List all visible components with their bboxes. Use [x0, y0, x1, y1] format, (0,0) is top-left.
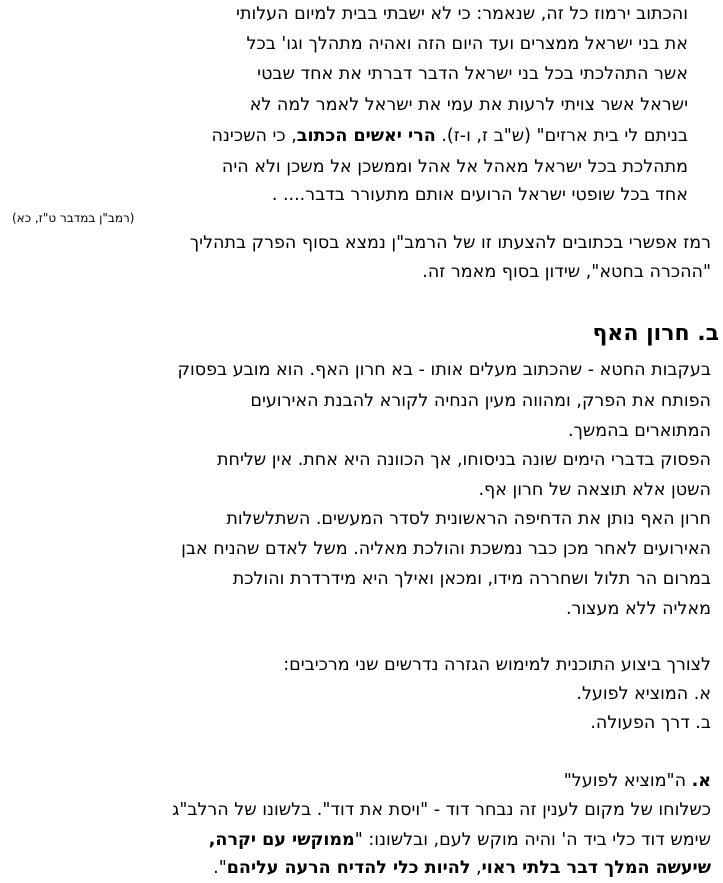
- quote-line: אחד בכל שופטי ישראל הרועים אותם מתעורר בדבר.... .: [271, 185, 688, 205]
- paragraph-line: בעקבות החטא - שהכתוב מעלים אותו - בא חרון האף. הוא מובע בפסוק: [177, 360, 711, 380]
- paragraph-line: הפותח את הפרק, ומהווה מעין הנחיה לקורא להבנת האירועים: [250, 391, 711, 411]
- paragraph-line: חרון האף נותן את הדחיפה הראשונית לסדר המעשים. השתלשלות: [226, 509, 711, 529]
- paragraph-text: ,: [470, 858, 482, 878]
- quote-line: ישראל אשר צויתי לרעות את עמי את ישראל לאמר למה לא: [249, 95, 688, 115]
- paragraph-line: השטן אלא תוצאה של חרון אף.: [478, 480, 711, 500]
- quote-line: [211, 122, 688, 150]
- paragraph-line: [213, 854, 711, 882]
- paragraph-line: המתוארים בהמשך.: [567, 421, 711, 441]
- quote-text: בניתם לי בית ארזים" (ש"ב ז, ו-ז).: [435, 126, 688, 146]
- quote-line: והכתוב ירמוז כל זה, שנאמר: כי לא ישבתי בבית למיום העלותי: [236, 4, 688, 24]
- subsection-number: א.: [691, 771, 711, 791]
- paragraph-text: ".: [213, 858, 227, 878]
- quote-emphasis: הרי יאשים הכתוב: [296, 126, 436, 146]
- note-line: רמז אפשרי בכתובים להצעתו זו של הרמב"ן נמצא בסוף הפרק בתהליך: [189, 233, 711, 253]
- list-item: ב. דרך הפעולה.: [590, 713, 711, 733]
- paragraph-line: במרום הר תלול ושחררה מידו, ומכאן ואילך היא מידרדרת והולכת: [232, 569, 711, 589]
- note-line: "ההכרה בחטא", שידון בסוף מאמר זה.: [422, 262, 711, 282]
- emphasis-text: ממוקשי עם יקרה,: [208, 830, 355, 850]
- paragraph-text: שימש דוד כלי ביד ה' והיה מוקש לעם, ובלשונו: ": [354, 830, 711, 850]
- list-item: א. המוציא לפועל.: [576, 684, 711, 704]
- quote-source: (רמב"ן במדבר ט"ז, כא): [12, 211, 135, 225]
- section-b-heading: ב. חרון האף: [592, 321, 719, 346]
- quote-line: מתהלכת בכל ישראל מאהל אל אהל וממשכן אל משכן ולא היה: [221, 157, 688, 177]
- quote-line: אשר התהלכתי בכל בני ישראל הדבר דברתי את אחד שבטי: [257, 64, 688, 84]
- quote-line: את בני ישראל ממצרים ועד היום הזה ואהיה מתהלך וגו' בכל: [246, 34, 688, 54]
- paragraph-line: מאליה ללא מעצור.: [565, 599, 711, 619]
- paragraph-line: האירועים לאחר מכן כבר נמשכת והולכת מאליה. משל לאדם שהניח אבן: [181, 539, 711, 559]
- subsection-title: ה"מוציא לפועל": [563, 771, 692, 791]
- quote-text: , כי השכינה: [211, 126, 297, 146]
- paragraph-line: [209, 826, 711, 854]
- paragraph-line: הפסוק בדברי הימים שונה בניסוחו, אך הכוונה היא אחת. אין שליחת: [217, 450, 711, 470]
- subsection-a-heading: [564, 767, 711, 795]
- paragraph-line: כשלוחו של מקום לענין זה נבחר דוד - "ויסת את דוד". בלשונו של הרלב"ג: [172, 800, 711, 820]
- emphasis-text: להיות כלי להדיח הרעה עליהם: [226, 858, 471, 878]
- emphasis-text: שיעשה המלך דבר בלתי ראוי: [481, 858, 711, 878]
- components-intro: לצורך ביצוע התוכנית למימוש הגזרה נדרשים שני מרכיבים:: [283, 655, 711, 675]
